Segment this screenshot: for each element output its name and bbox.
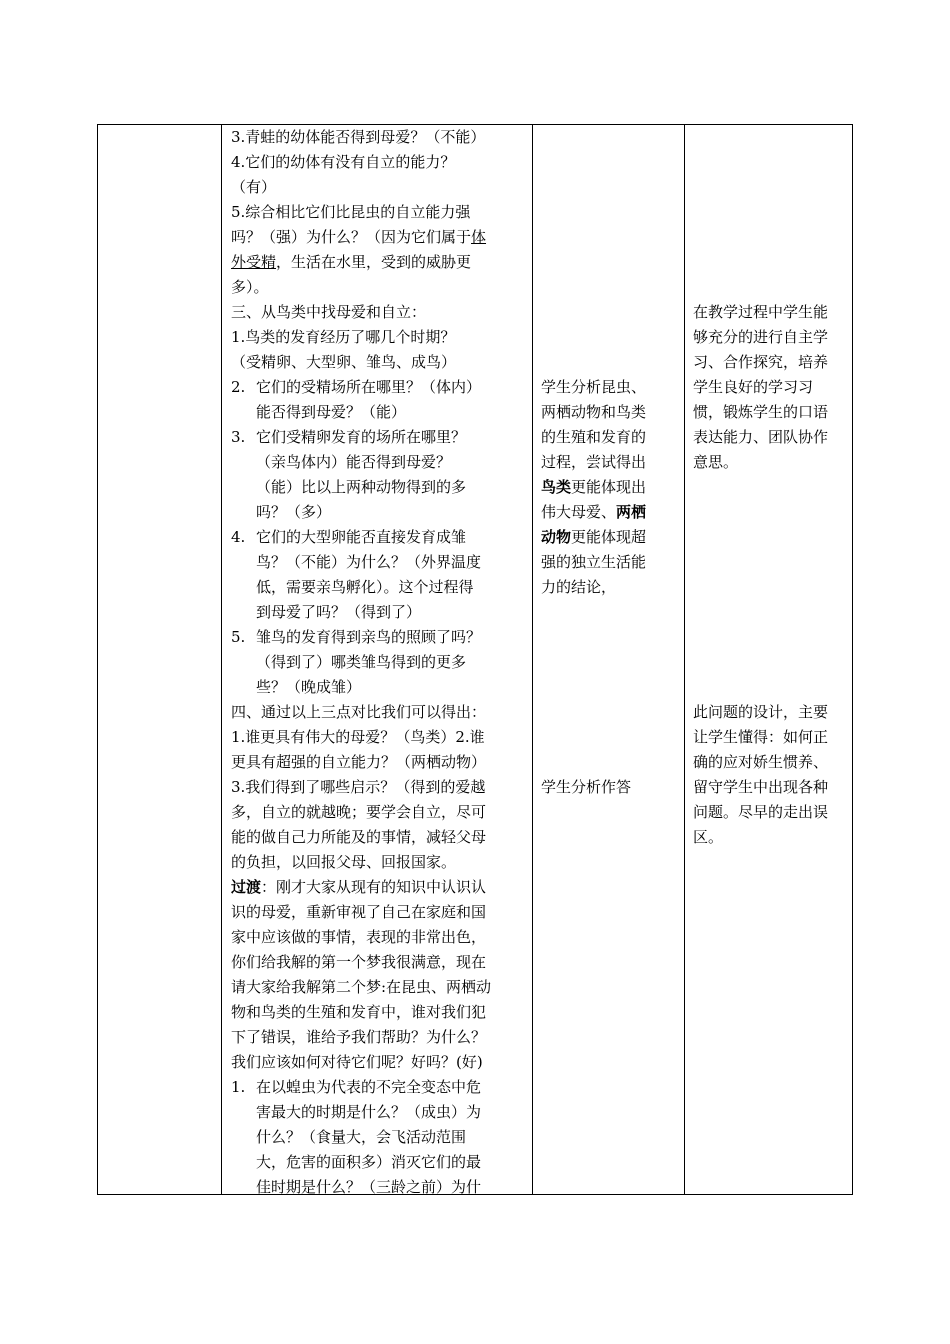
question-line — [231, 225, 486, 250]
activity-line — [541, 525, 646, 550]
activity-line: 的生殖和发育的 — [541, 428, 647, 446]
activity-line: 过程，尝试得出 — [541, 453, 647, 471]
list-item-text: 鸟？（不能）为什么？（外界温度 — [256, 553, 482, 571]
intent-line: 留守学生中出现各种 — [693, 778, 829, 796]
question-line: 更具有超强的自立能力？（两栖动物） — [231, 753, 487, 771]
transition-line — [231, 875, 486, 900]
activity-line: 学生分析昆虫、 — [541, 378, 647, 396]
section-heading: 三、从鸟类中找母爱和自立： — [231, 303, 427, 321]
list-item-text: 它们的大型卵能否直接发育成雏 — [256, 528, 467, 546]
question-line: 多，自立的就越晚；要学会自立，尽可 — [231, 803, 487, 821]
list-number: 4. — [231, 528, 246, 546]
text-span: 伟大母爱、 — [541, 503, 617, 521]
question-line: 多）。 — [231, 278, 269, 296]
transition-line: 你们给我解的第一个梦我很满意，现在 — [231, 953, 487, 971]
list-item-text: 低，需要亲鸟孵化）。这个过程得 — [256, 578, 474, 596]
list-item-text: 在以蝗虫为代表的不完全变态中危 — [256, 1078, 482, 1096]
list-item-text: 吗？（多） — [256, 503, 332, 521]
list-item-text: 什么？（食量大，会飞活动范围 — [256, 1128, 467, 1146]
empty-first-column — [98, 125, 221, 1194]
list-item-text: 能否得到母爱？（能） — [256, 403, 407, 421]
text-span: 更能体现出 — [571, 478, 647, 496]
transition-label: 过渡 — [231, 878, 262, 896]
intent-line: 让学生懂得：如何正 — [693, 728, 829, 746]
list-item-text: （得到了）哪类雏鸟得到的更多 — [256, 653, 467, 671]
transition-line: 下了错误，谁给予我们帮助？为什么？ — [231, 1028, 487, 1046]
question-line: 的负担，以回报父母、回报国家。 — [231, 853, 457, 871]
student-activity-cell — [532, 125, 684, 1194]
list-number: 1. — [231, 1078, 246, 1096]
intent-line: 学生良好的学习习 — [693, 378, 814, 396]
teaching-content-cell — [222, 125, 532, 1194]
question-line: 1.鸟类的发育经历了哪几个时期？ — [231, 328, 456, 346]
text-span: ，生活在水里，受到的威胁更 — [276, 253, 472, 271]
text-span: 吗？（强）为什么？（因为它们属于 — [231, 228, 472, 246]
intent-line: 惯，锻炼学生的口语 — [693, 403, 829, 421]
question-line: （受精卵、大型卵、雏鸟、成鸟） — [231, 353, 457, 371]
list-item-text: 佳时期是什么？（三龄之前）为什 — [256, 1178, 482, 1196]
bold-term: 动物 — [541, 528, 572, 546]
transition-line: 请大家给我解第二个梦:在昆虫、两栖动 — [231, 978, 492, 996]
list-item-text: 到母爱了吗？（得到了） — [256, 603, 422, 621]
activity-line: 力的结论， — [541, 578, 617, 596]
question-line: 能的做自己力所能及的事情，减轻父母 — [231, 828, 487, 846]
design-intent-cell — [684, 125, 852, 1194]
section-heading: 四、通过以上三点对比我们可以得出： — [231, 703, 487, 721]
question-line: 4.它们的幼体有没有自立的能力？ — [231, 153, 456, 171]
list-number: 5. — [231, 628, 246, 646]
lesson-plan-table — [97, 124, 853, 1195]
list-item-text: 大，危害的面积多）消灭它们的最 — [256, 1153, 482, 1171]
intent-line: 区。 — [693, 828, 724, 846]
activity-line: 两栖动物和鸟类 — [541, 403, 647, 421]
intent-line: 问题。尽早的走出误 — [693, 803, 829, 821]
question-line — [231, 250, 471, 275]
intent-line: 够充分的进行自主学 — [693, 328, 829, 346]
question-line: 3.我们得到了哪些启示？（得到的爱越 — [231, 778, 486, 796]
intent-line: 表达能力、团队协作 — [693, 428, 829, 446]
activity-line: 强的独立生活能 — [541, 553, 647, 571]
question-line: 3.青蛙的幼体能否得到母爱？（不能） — [231, 128, 486, 146]
activity-line — [541, 475, 646, 500]
list-item-text: 它们受精卵发育的场所在哪里？ — [256, 428, 467, 446]
transition-line: 物和鸟类的生殖和发育中，谁对我们犯 — [231, 1003, 487, 1021]
list-item-text: （亲鸟体内）能否得到母爱？ — [256, 453, 452, 471]
question-line: 5.综合相比它们比昆虫的自立能力强 — [231, 203, 471, 221]
transition-line: 识的母爱，重新审视了自己在家庭和国 — [231, 903, 487, 921]
underlined-term: 体 — [471, 228, 487, 246]
activity-line — [541, 500, 646, 525]
list-number: 3. — [231, 428, 246, 446]
intent-line: 意思。 — [693, 453, 739, 471]
list-number: 2. — [231, 378, 246, 396]
list-item-text: 它们的受精场所在哪里？（体内） — [256, 378, 482, 396]
intent-line: 确的应对娇生惯养、 — [693, 753, 829, 771]
activity-line: 学生分析作答 — [541, 778, 632, 796]
transition-line: 家中应该做的事情，表现的非常出色， — [231, 928, 487, 946]
question-line: （有） — [231, 178, 277, 196]
transition-line: 我们应该如何对待它们呢？好吗？(好) — [231, 1053, 483, 1071]
text-span: ：刚才大家从现有的知识中认识认 — [261, 878, 487, 896]
bold-term: 鸟类 — [541, 478, 572, 496]
intent-line: 习、合作探究，培养 — [693, 353, 829, 371]
list-item-text: （能）比以上两种动物得到的多 — [256, 478, 467, 496]
list-item-text: 雏鸟的发育得到亲鸟的照顾了吗？ — [256, 628, 482, 646]
question-line: 1.谁更具有伟大的母爱？（鸟类）2.谁 — [231, 728, 485, 746]
bold-term: 两栖 — [616, 503, 647, 521]
list-item-text: 害最大的时期是什么？（成虫）为 — [256, 1103, 482, 1121]
intent-line: 此问题的设计，主要 — [693, 703, 829, 721]
list-item-text: 些？（晚成雏） — [256, 678, 362, 696]
intent-line: 在教学过程中学生能 — [693, 303, 829, 321]
underlined-term: 外受精 — [231, 253, 277, 271]
text-span: 更能体现超 — [571, 528, 647, 546]
